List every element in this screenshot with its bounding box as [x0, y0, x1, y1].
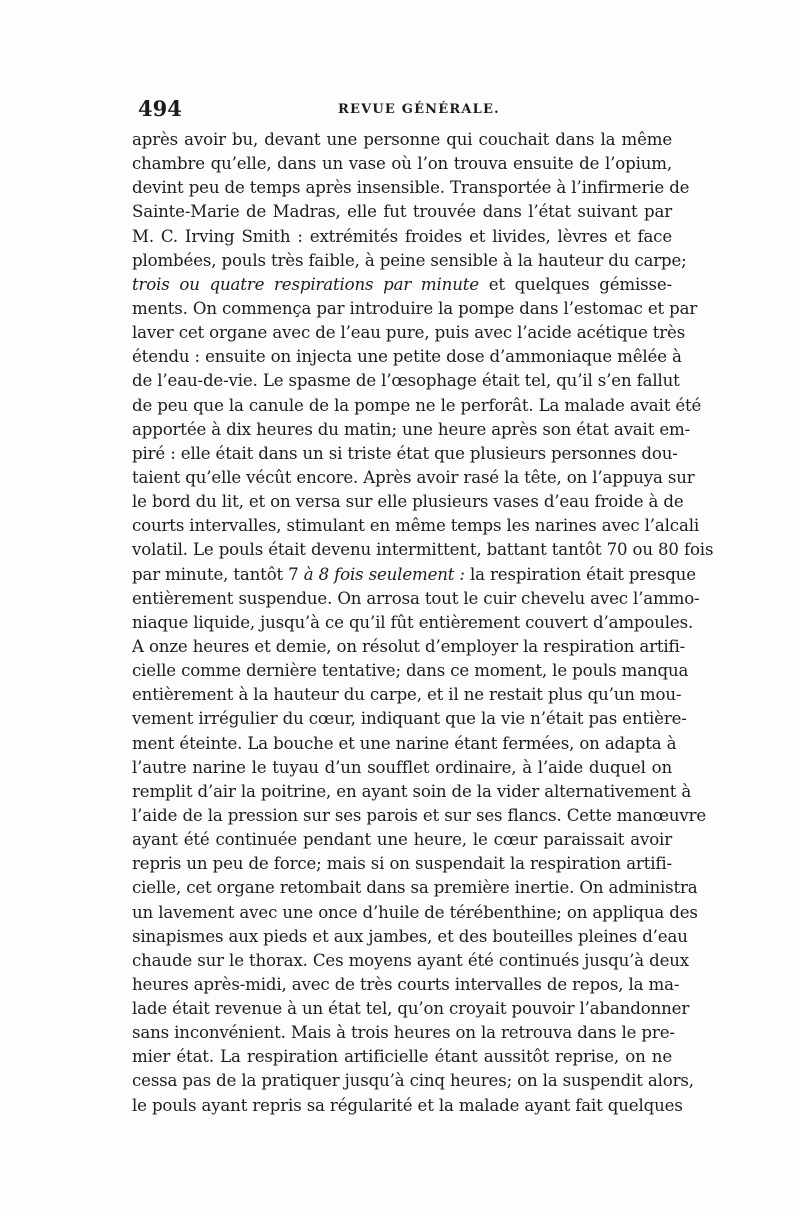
italic-text-segment: trois ou quatre respirations par minute	[132, 274, 479, 294]
text-segment: entièrement à la hauteur du carpe, et il ne restait plus qu’un mou-	[132, 685, 682, 705]
text-line	[132, 1069, 694, 1093]
text-segment: laver cet organe avec de l’eau pure, puis avec l’acide acétique très	[132, 323, 686, 343]
text-segment: entièrement suspendue. On arrosa tout le cuir chevelu avec l’ammo-	[132, 588, 700, 608]
text-line	[132, 659, 689, 683]
text-line	[132, 1094, 683, 1118]
text-segment: mier état. La respiration artificielle étant aussitôt reprise, on ne	[132, 1047, 672, 1067]
text-line	[132, 852, 672, 876]
running-title: REVUE GÉNÉRALE.	[338, 102, 500, 117]
text-segment: M. C. Irving Smith : extrémités froides et livides, lèvres et face	[132, 226, 672, 246]
text-line	[132, 901, 698, 925]
body-text	[132, 128, 714, 1118]
text-line	[132, 249, 687, 273]
text-line	[132, 345, 682, 369]
text-segment: ments. On commença par introduire la pompe dans l’estomac et par	[132, 298, 698, 318]
text-line	[132, 394, 702, 418]
text-segment: chaude sur le thorax. Ces moyens ayant été continués jusqu’à deux	[132, 950, 690, 970]
italic-text-segment: à 8 fois seulement :	[303, 564, 465, 584]
text-line	[132, 297, 698, 321]
text-segment: heures après-midi, avec de très courts intervalles de repos, la ma-	[132, 974, 680, 994]
text-line	[132, 828, 672, 852]
text-segment: l’autre narine le tuyau d’un soufflet ordinaire, à l’aide duquel on	[132, 757, 672, 777]
text-segment: sans inconvénient. Mais à trois heures on la retrouva dans le pre-	[132, 1023, 675, 1043]
text-lines	[132, 128, 714, 1118]
text-segment: la respiration était presque	[464, 564, 696, 584]
text-segment: et quelques gémisse-	[478, 274, 673, 294]
text-line	[132, 997, 690, 1021]
text-line	[132, 176, 690, 200]
text-segment: de peu que la canule de la pompe ne le perforât. La malade avait été	[132, 395, 702, 415]
text-line	[132, 925, 688, 949]
text-segment: niaque liquide, jusqu’à ce qu’il fût entièrement couvert d’ampoules.	[132, 612, 694, 632]
text-line	[132, 225, 672, 249]
text-segment: par minute, tantôt 7	[132, 564, 304, 584]
text-segment: de l’eau-de-vie. Le spasme de l’œsophage était tel, qu’il s’en fallut	[132, 371, 680, 391]
text-line	[132, 1045, 672, 1069]
text-segment: plombées, pouls très faible, à peine sensible à la hauteur du carpe;	[132, 250, 687, 270]
text-segment: vement irrégulier du cœur, indiquant que la vie n’était pas entière-	[132, 709, 687, 729]
text-segment: A onze heures et demie, on résolut d’employer la respiration artifi-	[132, 636, 686, 656]
text-line	[132, 563, 696, 587]
text-line	[132, 973, 680, 997]
text-segment: sinapismes aux pieds et aux jambes, et des bouteilles pleines d’eau	[132, 926, 688, 946]
text-segment: le pouls ayant repris sa régularité et la malade ayant fait quelques	[132, 1095, 683, 1115]
text-segment: l’aide de la pression sur ses parois et sur ses flancs. Cette manœuvre	[132, 805, 707, 825]
running-head	[138, 96, 670, 126]
text-line	[132, 804, 707, 828]
page-number: 494	[138, 96, 182, 121]
text-line	[132, 707, 687, 731]
text-line	[132, 321, 686, 345]
text-segment: cielle comme dernière tentative; dans ce moment, le pouls manqua	[132, 661, 689, 681]
text-line	[132, 128, 672, 152]
text-segment: apportée à dix heures du matin; une heure après son état avait em-	[132, 419, 691, 439]
text-segment: piré : elle était dans un si triste état que plusieurs personnes dou-	[132, 443, 678, 463]
text-segment: devint peu de temps après insensible. Transportée à l’infirmerie de	[132, 178, 690, 198]
text-line	[132, 200, 672, 224]
text-line	[132, 418, 691, 442]
text-line	[132, 538, 714, 562]
text-line	[132, 683, 682, 707]
text-line	[132, 732, 677, 756]
text-line	[132, 756, 672, 780]
text-segment: remplit d’air la poitrine, en ayant soin de la vider alternativement à	[132, 781, 692, 801]
text-line	[132, 611, 694, 635]
text-line	[132, 466, 695, 490]
text-segment: cielle, cet organe retombait dans sa première inertie. On administra	[132, 878, 698, 898]
text-segment: Sainte-Marie de Madras, elle fut trouvée dans l’état suivant par	[132, 202, 672, 222]
text-line	[132, 876, 698, 900]
text-line	[132, 442, 678, 466]
text-segment: chambre qu’elle, dans un vase où l’on trouva ensuite de l’opium,	[132, 154, 672, 174]
text-segment: ment éteinte. La bouche et une narine étant fermées, on adapta à	[132, 733, 677, 753]
text-line	[132, 635, 686, 659]
text-segment: lade était revenue à un état tel, qu’on croyait pouvoir l’abandonner	[132, 999, 690, 1019]
text-segment: cessa pas de la pratiquer jusqu’à cinq heures; on la suspendit alors,	[132, 1071, 694, 1091]
text-segment: volatil. Le pouls était devenu intermittent, battant tantôt 70 ou 80 fois	[132, 540, 714, 560]
text-line	[132, 1021, 675, 1045]
text-line	[132, 273, 672, 297]
text-segment: ayant été continuée pendant une heure, le cœur paraissait avoir	[132, 830, 672, 850]
text-line	[132, 152, 672, 176]
text-segment: étendu : ensuite on injecta une petite dose d’ammoniaque mêlée à	[132, 347, 682, 367]
text-segment: taient qu’elle vécût encore. Après avoir rasé la tête, on l’appuya sur	[132, 467, 695, 487]
text-line	[132, 949, 690, 973]
text-line	[132, 514, 700, 538]
text-line	[132, 490, 684, 514]
text-segment: après avoir bu, devant une personne qui couchait dans la même	[132, 130, 672, 149]
text-segment: le bord du lit, et on versa sur elle plusieurs vases d’eau froide à de	[132, 492, 684, 512]
text-line	[132, 587, 700, 611]
text-segment: repris un peu de force; mais si on suspendait la respiration artifi-	[132, 854, 672, 874]
text-line	[132, 369, 680, 393]
text-segment: un lavement avec une once d’huile de térébenthine; on appliqua des	[132, 902, 698, 922]
text-line	[132, 780, 692, 804]
text-segment: courts intervalles, stimulant en même temps les narines avec l’alcali	[132, 516, 700, 536]
